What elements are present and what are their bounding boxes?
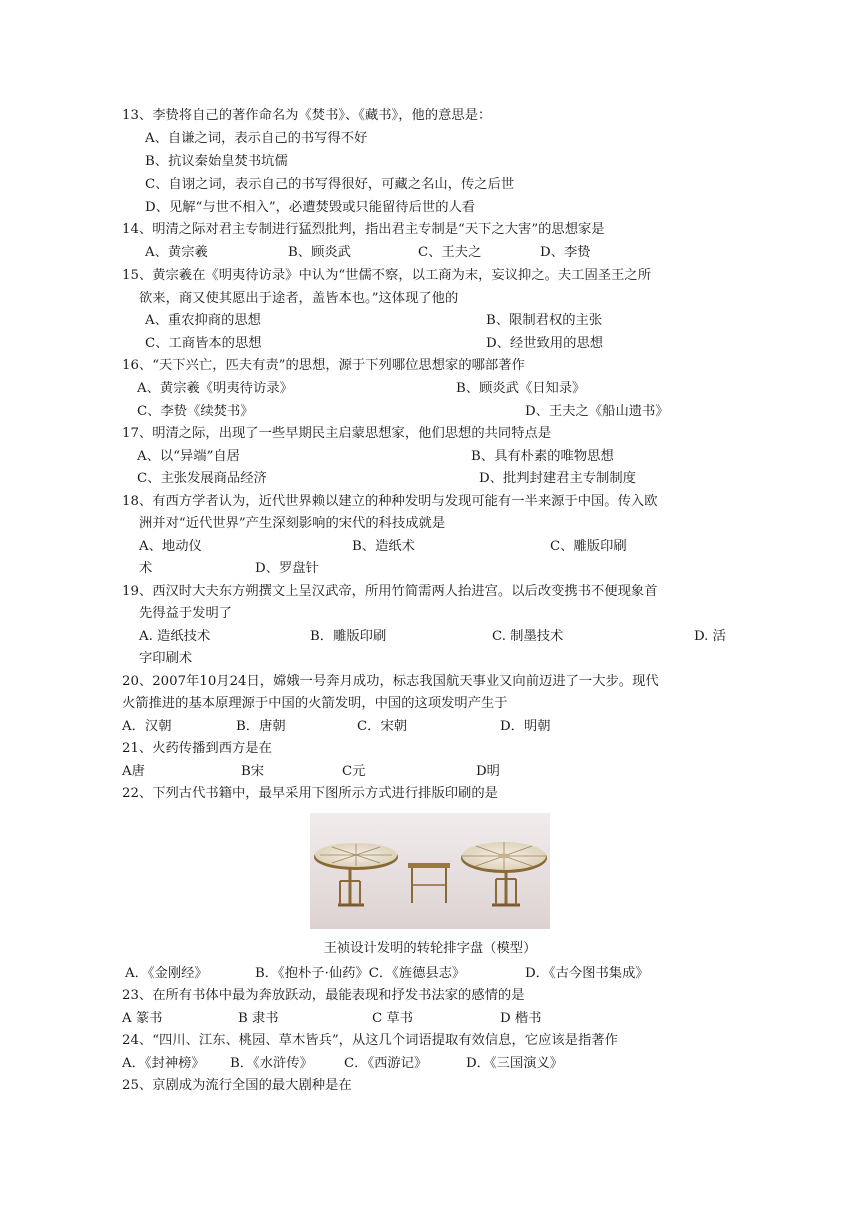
q23-option-b: B 隶书 [238,1011,279,1026]
q23-option-a: A 篆书 [122,1011,163,1026]
q17-option-d: D、批判封建君主专制制度 [479,471,636,486]
q21-option-b: B宋 [241,764,265,779]
q17-option-a: A、以“异端”自居 [137,449,240,464]
q21-option-d: D明 [476,764,500,779]
q16-option-d: D、王夫之《船山遗书》 [525,404,669,419]
q19-stem-line1: 19、西汉时大夫东方朔撰文上呈汉武帝，所用竹简需两人抬进宫。以后改变携书不便现象首 [122,584,658,599]
q24-option-a: A．《封神榜》 [122,1056,205,1071]
q15-stem-line1: 15、黄宗羲在《明夷待访录》中认为“世儒不察，以工商为末，妄议抑之。夫工固圣王之所 [122,268,651,283]
q23-option-d: D 楷书 [500,1011,542,1026]
q20-stem-line2: 火箭推进的基本原理源于中国的火箭发明，中国的这项发明产生于 [122,696,508,711]
q13-option-a: A、自谦之词，表示自己的书写得不好 [145,131,368,146]
q24-stem: 24、“四川、江东、桃园、草木皆兵”，从这几个词语提取有效信息，它应该是指著作 [122,1033,618,1048]
q18-option-c-wrap: 术 [139,561,153,576]
q14-option-a: A、黄宗羲 [145,245,208,260]
q18-stem-line1: 18、有西方学者认为，近代世界赖以建立的种种发明与发现可能有一半来源于中国。传入欧 [122,494,658,509]
q22-stem: 22、下列古代书籍中，最早采用下图所示方式进行排版印刷的是 [122,786,498,801]
q22-option-d: D．《古今图书集成》 [525,966,649,981]
q20-option-a: A．汉朝 [122,719,172,734]
q19-option-d-wrap: 字印刷术 [139,651,193,666]
q13-option-b: B、抗议秦始皇焚书坑儒 [145,154,288,169]
q20-option-b: B．唐朝 [236,719,286,734]
q19-option-a: A. 造纸技术 [139,629,211,644]
q14-option-d: D、李贽 [540,245,591,260]
q17-option-b: B、具有朴素的唯物思想 [471,449,614,464]
q15-option-d: D、经世致用的思想 [486,336,604,351]
q19-option-c: C. 制墨技术 [492,629,564,644]
q20-option-d: D．明朝 [500,719,551,734]
q24-option-d: D．《三国演义》 [466,1056,564,1071]
q22-option-b-c: B．《抱朴子·仙药》C．《旌德县志》 [255,966,466,981]
q24-option-b: B．《水浒传》 [230,1056,313,1071]
q18-option-b: B、造纸术 [352,539,415,554]
q18-option-d: D、罗盘针 [255,561,319,576]
q18-option-c: C、雕版印刷 [550,539,627,554]
q13-stem: 13、李贽将自己的著作命名为《焚书》、《藏书》，他的意思是： [122,108,492,123]
q17-stem: 17、明清之际，出现了一些早期民主启蒙思想家，他们思想的共同特点是 [122,426,552,441]
q18-option-a: A、地动仪 [139,539,202,554]
q19-option-d: D. 活 [694,629,726,644]
q16-stem: 16、“天下兴亡，匹夫有责”的思想，源于下列哪位思想家的哪部著作 [122,358,525,373]
q15-option-a: A、重农抑商的思想 [145,313,261,328]
q16-option-a: A、黄宗羲《明夷待访录》 [137,381,293,396]
q13-option-d: D、见解“与世不相入”，必遭焚毁或只能留待后世的人看 [145,200,476,215]
q14-stem: 14、明清之际对君主专制进行猛烈批判，指出君主专制是“天下之大害”的思想家是 [122,222,605,237]
q20-stem-line1: 20、2007年10月24日，嫦娥一号奔月成功，标志我国航天事业又向前迈进了一大步。现代 [122,674,659,689]
q22-option-a: A．《金刚经》 [125,966,208,981]
figure-caption: 王祯设计发明的转轮排字盘（模型） [323,941,537,956]
q20-option-c: C．宋朝 [357,719,408,734]
type-wheel-photo [310,813,550,929]
q21-stem: 21、火药传播到西方是在 [122,741,272,756]
q15-option-c: C、工商皆本的思想 [145,336,262,351]
q23-stem: 23、在所有书体中最为奔放跃动，最能表现和抒发书法家的感情的是 [122,988,525,1003]
q16-option-b: B、顾炎武《日知录》 [456,381,586,396]
q23-option-c: C 草书 [372,1011,413,1026]
q24-option-c: C．《西游记》 [344,1056,428,1071]
q19-option-b: B．雕版印刷 [310,629,387,644]
q14-option-c: C、王夫之 [418,245,482,260]
q14-option-b: B、顾炎武 [288,245,351,260]
q15-option-b: B、限制君权的主张 [486,313,603,328]
q21-option-c: C元 [342,764,366,779]
q21-option-a: A唐 [122,764,145,779]
q13-option-c: C、自诩之词，表示自己的书写得很好，可藏之名山，传之后世 [145,177,515,192]
q19-stem-line2: 先得益于发明了 [139,606,233,621]
q17-option-c: C、主张发展商品经济 [137,471,267,486]
q16-option-c: C、李贽《续焚书》 [137,404,254,419]
q18-stem-line2: 洲并对“近代世界”产生深刻影响的宋代的科技成就是 [139,516,446,531]
q25-stem: 25、京剧成为流行全国的最大剧种是在 [122,1078,352,1093]
q15-stem-line2: 欲来，商又使其愿出于途者，盖皆本也。”这体现了他的 [139,291,459,306]
